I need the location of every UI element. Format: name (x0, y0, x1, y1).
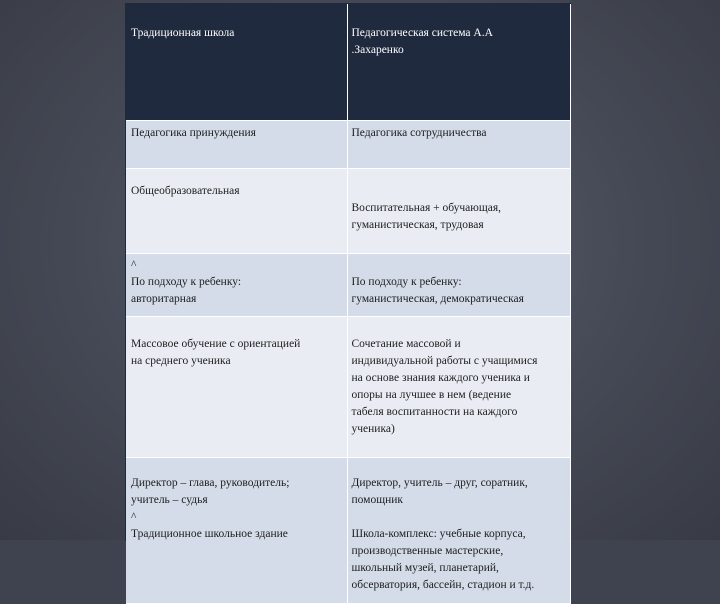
cell-line: Педагогика принуждения (131, 127, 256, 139)
cell-line: По подходу к ребенку: (131, 276, 242, 288)
cell-line: обсерватория, бассейн, стадион и т.д. (351, 579, 535, 591)
comparison-table (126, 4, 571, 604)
cell-line: на основе знания каждого ученика и (351, 372, 530, 384)
cell-line: Общеобразовательная (131, 185, 240, 197)
cell-line: школьный музей, планетарий, (351, 562, 499, 574)
cell-line: ученика) (351, 423, 395, 435)
header-right-line: .Захаренко (351, 44, 404, 56)
cell-line: гуманистическая, трудовая (351, 219, 484, 231)
cell-line: Сочетание массовой и (351, 338, 461, 350)
row-right-cell (347, 121, 570, 169)
cell-line: авторитарная (131, 293, 197, 305)
row-right-cell (347, 458, 570, 604)
row-right-cell (347, 169, 570, 254)
row-left-cell (126, 169, 347, 254)
cell-line: помощник (351, 494, 403, 506)
table-row (126, 169, 570, 254)
cell-line: Традиционное школьное здание (131, 528, 288, 540)
header-traditional-school (126, 4, 347, 121)
cell-line: гуманистическая, демократическая (351, 293, 524, 305)
header-left-text: Традиционная школа (131, 27, 235, 39)
cell-line: опоры на лучшее в нем (ведение (351, 389, 512, 401)
cell-line: По подходу к ребенку: (351, 276, 462, 288)
cell-line: Воспитательная + обучающая, (351, 202, 502, 214)
table-row (126, 121, 570, 169)
cell-line: Директор, учитель – друг, соратник, (351, 477, 528, 489)
table-row (126, 254, 570, 317)
table-row (126, 458, 570, 604)
row-right-cell (347, 254, 570, 317)
cell-line: Директор – глава, руководитель; (131, 477, 290, 489)
row-left-cell (126, 254, 347, 317)
table-header-row (126, 4, 570, 121)
cell-line: на среднего ученика (131, 355, 231, 367)
cell-line: табеля воспитанности на каждого (351, 406, 518, 418)
cell-line: Массовое обучение с ориентацией (131, 338, 301, 350)
cell-line: производственные мастерские, (351, 545, 504, 557)
cell-spacer (352, 509, 564, 526)
cell-line: ^ (131, 259, 137, 271)
cell-line: Школа-комплекс: учебные корпуса, (351, 528, 526, 540)
row-right-cell (347, 317, 570, 458)
header-zakharenko-system (347, 4, 570, 121)
cell-line: учитель – судья (131, 494, 208, 506)
row-left-cell (126, 317, 347, 458)
cell-line: Педагогика сотрудничества (351, 127, 487, 139)
row-left-cell (126, 458, 347, 604)
row-left-cell (126, 121, 347, 169)
table-row (126, 317, 570, 458)
cell-line: индивидуальной работы с учащимися (351, 355, 538, 367)
header-right-line: Педагогическая система А.А (351, 27, 493, 39)
cell-line: ^ (131, 511, 137, 523)
cell-spacer (352, 257, 564, 274)
cell-spacer (352, 183, 564, 200)
comparison-table-frame (125, 3, 571, 591)
